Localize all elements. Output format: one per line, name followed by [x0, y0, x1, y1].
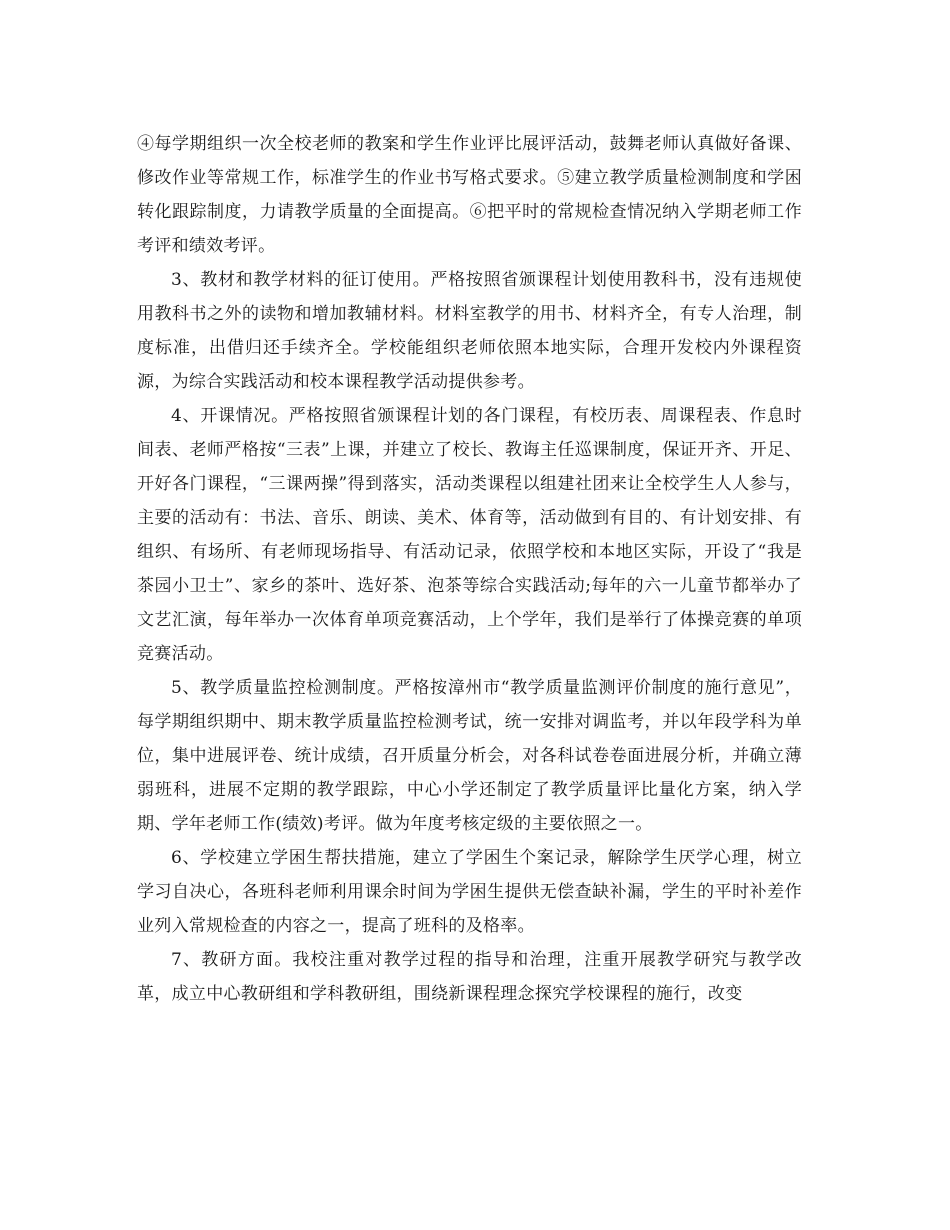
paragraph-struggling-students: 6、学校建立学困生帮扶措施，建立了学困生个案记录，解除学生厌学心理，树立学习自决心，各班科老师利用课余时间为学困生提供无偿查缺补漏，学生的平时补差作业列入常规检查的内容之一，提高了班科的及格率。 [137, 848, 802, 936]
document-page [137, 127, 802, 1011]
paragraph-quality-monitoring: 5、教学质量监控检测制度。严格按漳州市“教学质量监测评价制度的施行意见”，每学期组织期中、期末教学质量监控检测考试，统一安排对调监考，并以年段学科为单位，集中进展评卷、统计成绩，召开质量分析会，对各科试卷卷面进展分析，并确立薄弱班科，进展不定期的教学跟踪，中心小学还制定了教学质量评比量化方案，纳入学期、学年老师工作(绩效)考评。做为年度考核定级的主要依照之一。 [137, 678, 802, 834]
paragraph-continuation: ④每学期组织一次全校老师的教案和学生作业评比展评活动，鼓舞老师认真做好备课、修改作业等常规工作，标准学生的作业书写格式要求。⑤建立教学质量检测制度和学困转化跟踪制度，力请教学质量的全面提高。⑥把平时的常规检查情况纳入学期老师工作考评和绩效考评。 [137, 134, 802, 256]
paragraph-teaching-research: 7、教研方面。我校注重对教学过程的指导和治理，注重开展教学研究与教学改革，成立中心教研组和学科教研组，围绕新课程理念探究学校课程的施行，改变 [137, 950, 802, 1004]
paragraph-courses: 4、开课情况。严格按照省颁课程计划的各门课程，有校历表、周课程表、作息时间表、老师严格按“三表”上课，并建立了校长、教诲主任巡课制度，保证开齐、开足、开好各门课程，“三课两操”得到落实，活动类课程以组建社团来让全校学生人人参与，主要的活动有：书法、音乐、朗读、美术、体育等，活动做到有目的、有计划安排、有组织、有场所、有老师现场指导、有活动记录，依照学校和本地区实际，开设了“我是茶园小卫士”、家乡的茶叶、选好茶、泡茶等综合实践活动;每年的六一儿童节都举办了文艺汇演，每年举办一次体育单项竞赛活动，上个学年，我们是举行了体操竞赛的单项竞赛活动。 [137, 406, 802, 664]
paragraph-textbooks: 3、教材和教学材料的征订使用。严格按照省颁课程计划使用教科书，没有违规使用教科书之外的读物和增加教辅材料。材料室教学的用书、材料齐全，有专人治理，制度标准，出借归还手续齐全。学校能组织老师依照本地实际，合理开发校内外课程资源，为综合实践活动和校本课程教学活动提供参考。 [137, 270, 802, 392]
